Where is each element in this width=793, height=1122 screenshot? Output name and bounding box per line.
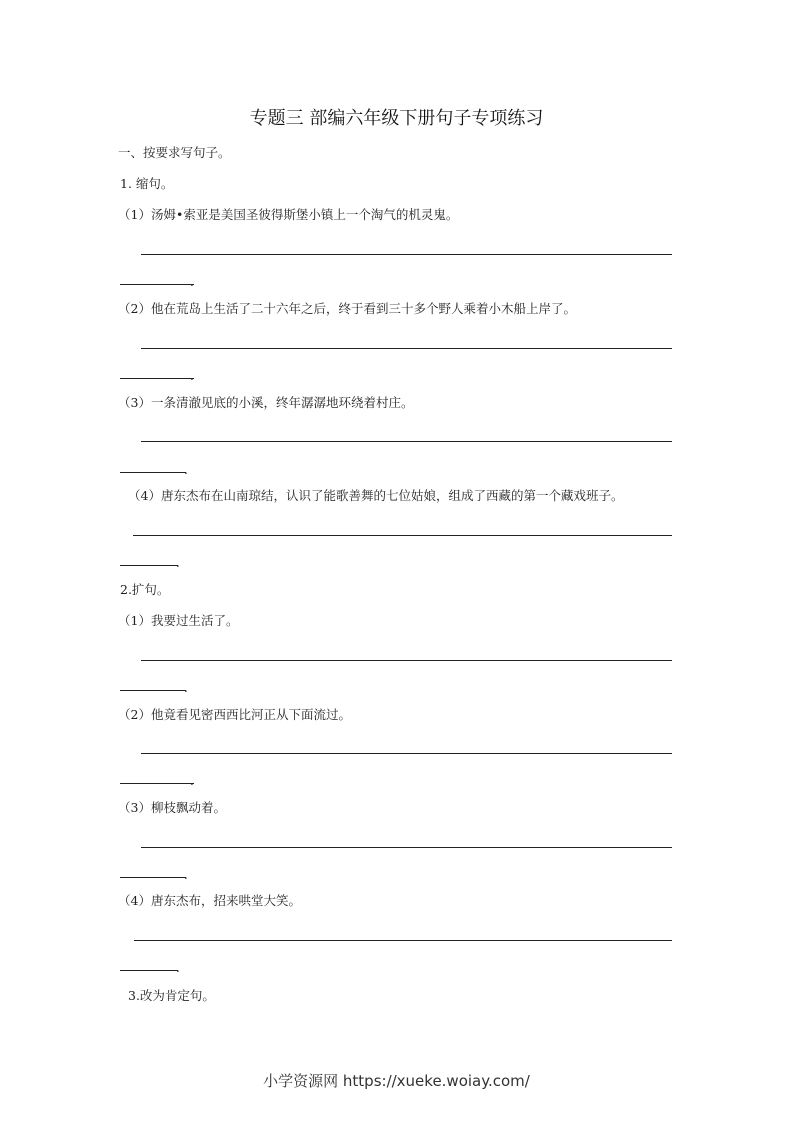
footer-watermark: 小学资源网 https://xueke.woiay.com/ bbox=[263, 1072, 530, 1090]
answer-line[interactable] bbox=[141, 753, 672, 754]
question-item: （1）汤姆•索亚是美国圣彼得斯堡小镇上一个淘气的机灵鬼。 bbox=[118, 207, 459, 222]
answer-line-end[interactable] bbox=[120, 565, 178, 566]
question-heading: 3.改为肯定句。 bbox=[128, 988, 215, 1003]
answer-line[interactable] bbox=[134, 940, 672, 941]
answer-line-end[interactable] bbox=[120, 284, 194, 285]
period: . bbox=[184, 681, 188, 695]
answer-line[interactable] bbox=[141, 348, 672, 349]
question-item: （3）柳枝飘动着。 bbox=[118, 800, 226, 815]
period: . bbox=[190, 369, 194, 383]
answer-line[interactable] bbox=[141, 660, 672, 661]
answer-line-end[interactable] bbox=[120, 378, 194, 379]
question-item: （4）唐东杰布，招来哄堂大笑。 bbox=[118, 893, 301, 908]
period: . bbox=[176, 961, 180, 975]
period: . bbox=[184, 463, 188, 477]
answer-line[interactable] bbox=[141, 254, 672, 255]
question-item: （2）他竟看见密西西比河正从下面流过。 bbox=[118, 707, 351, 722]
question-item: （4）唐东杰布在山南琼结，认识了能歌善舞的七位姑娘，组成了西藏的第一个藏戏班子。 bbox=[128, 488, 624, 503]
answer-line[interactable] bbox=[141, 847, 672, 848]
answer-line-end[interactable] bbox=[120, 783, 194, 784]
answer-line-end[interactable] bbox=[120, 472, 186, 473]
answer-line[interactable] bbox=[141, 441, 672, 442]
period: . bbox=[190, 774, 194, 788]
question-heading: 2.扩句。 bbox=[120, 582, 170, 597]
question-item: （3）一条清澈见底的小溪，终年潺潺地环绕着村庄。 bbox=[118, 395, 414, 410]
page-title: 专题三 部编六年级下册句子专项练习 bbox=[249, 108, 544, 129]
answer-line-end[interactable] bbox=[120, 690, 186, 691]
period: . bbox=[184, 868, 188, 882]
period: . bbox=[190, 275, 194, 289]
question-heading: 1. 缩句。 bbox=[120, 176, 174, 191]
question-item: （1）我要过生活了。 bbox=[118, 613, 239, 628]
answer-line[interactable] bbox=[133, 535, 672, 536]
section-heading: 一、按要求写句子。 bbox=[118, 145, 231, 160]
question-item: （2）他在荒岛上生活了二十六年之后，终于看到三十多个野人乘着小木船上岸了。 bbox=[118, 301, 576, 316]
period: . bbox=[176, 556, 180, 570]
answer-line-end[interactable] bbox=[120, 877, 186, 878]
answer-line-end[interactable] bbox=[120, 970, 178, 971]
